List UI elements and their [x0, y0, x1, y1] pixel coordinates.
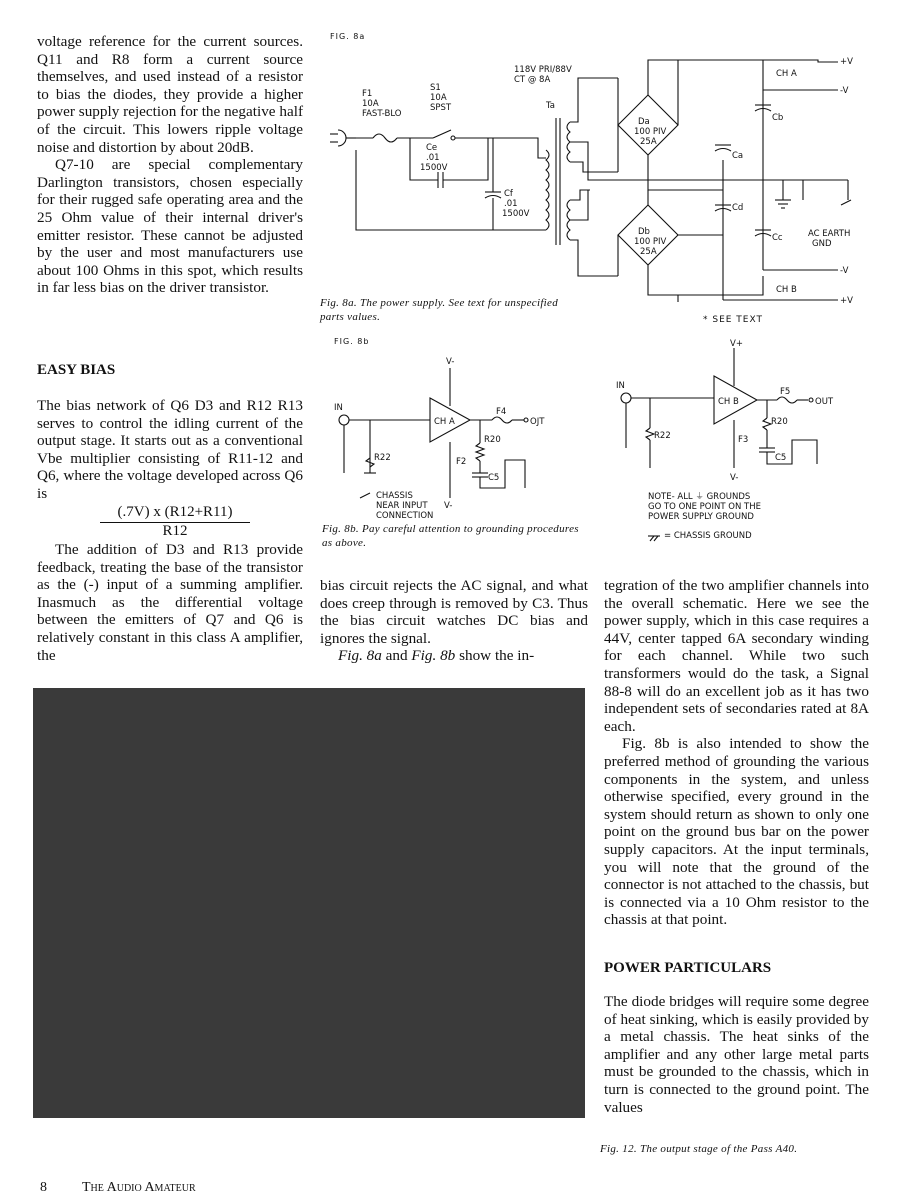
fig8a-schematic: [318, 40, 858, 330]
r22-label: R22: [654, 431, 671, 441]
right-column-power: [604, 993, 869, 1116]
left-column-feedback: [37, 541, 303, 664]
chassis-legend: = CHASSIS GROUND: [664, 531, 752, 541]
paragraph: tegration of the two amplifier channels into the overall schematic. Here we see the power supply, which in this case requires a 44V, center tapped 6A secondary winding for each channel. While two such transformers would do the task, a Signal 88-8 will do an excellent job as it has two independent sets of secondaries rated at 8A each.: [604, 577, 869, 735]
s1-rating: 10A: [430, 93, 447, 103]
chb-minus-v: -V: [840, 266, 849, 276]
paragraph: The addition of D3 and R13 provide feedback, treating the base of the transistor as the (-) input of a summing amplifier. Inasmuch as the differential voltage between the emitters of Q7 and Q6 is relatively constant in this class A amplifier, the: [37, 541, 303, 664]
f1-label: F1: [362, 89, 373, 99]
ac-earth-gnd: GND: [812, 239, 832, 249]
r20-label: R20: [771, 417, 788, 427]
f3-label: F3: [738, 435, 749, 445]
note-line-1: NOTE- ALL ⏚ GROUNDS: [648, 492, 751, 502]
paragraph: bias circuit rejects the AC signal, and what does creep through is removed by C3. Thus the bias circuit watches DC bias and ignores the signal.: [320, 577, 588, 647]
cb-label: Cb: [772, 113, 784, 123]
r22-label: R22: [374, 453, 391, 463]
in-label: IN: [616, 381, 625, 391]
text: show the in-: [455, 647, 535, 665]
chassis-note-3: CONNECTION: [376, 511, 434, 521]
page-number: 8: [40, 1180, 47, 1195]
f2-label: F2: [456, 457, 467, 467]
chb-label: CH B: [776, 285, 797, 295]
fig8b-chb-schematic: [612, 338, 872, 548]
left-column-bias: [37, 397, 303, 503]
ce-label: Ce: [426, 143, 438, 153]
fig8b-label: FIG. 8b: [334, 337, 370, 346]
chassis-ground-icon: [648, 536, 660, 541]
db-label: Db: [638, 227, 650, 237]
f5-label: F5: [780, 387, 791, 397]
fuse-f1-icon: [373, 134, 397, 142]
ca-label: Ca: [732, 151, 744, 161]
paragraph: [320, 647, 588, 665]
ce-voltage: 1500V: [420, 163, 448, 173]
middle-column: [320, 577, 588, 665]
c5-label: C5: [488, 473, 500, 483]
paragraph: Fig. 8b is also intended to show the preferred method of grounding the various components in the system, and unless otherwise specified, every ground in the system should return as shown to only one point on the ground bus bar on the power supply capacitors. At the input terminals, you will note that the ground of the connector is not attached to the chassis, but is connected via a 10 Ohm resistor to the chassis at that point.: [604, 735, 869, 929]
ce-value: .01: [426, 153, 440, 163]
fig8a-label: FIG. 8a: [330, 32, 366, 41]
ac-earth-label: AC EARTH: [808, 229, 851, 239]
chb-plus-v: +V: [840, 296, 853, 306]
formula-numerator: (.7V) x (R12+R11): [100, 504, 250, 523]
fig-ref: Fig. 8b: [411, 647, 456, 665]
paragraph: The bias network of Q6 D3 and R12 R13 serves to control the idling current of the output stage. It starts out as a conventional Vbe multiplier consisting of R11-12 and Q6, where the voltage developed across Q6 is: [37, 397, 303, 502]
note-line-2: GO TO ONE POINT ON THE: [648, 502, 761, 512]
f1-rating: 10A: [362, 99, 379, 109]
transformer-label: 118V PRI/88V: [514, 65, 572, 75]
right-column: [604, 577, 869, 929]
vminus-label: V-: [444, 501, 453, 511]
da-label: Da: [638, 117, 650, 127]
fig8b-caption: Fig. 8b. Pay careful attention to grounding procedures as above.: [322, 523, 579, 549]
chb-label: CH B: [718, 397, 739, 407]
db-amps: 25A: [640, 247, 657, 257]
cd-label: Cd: [732, 203, 744, 213]
paragraph: The diode bridges will require some degree of heat sinking, which is easily provided by a metal chassis. The heat sinks of the amplifier and any other large metal parts must be grounded to the chassis, which in turn is connected to the ground point. The values: [604, 993, 869, 1116]
formula-denominator: R12: [162, 523, 188, 539]
cc-label: Cc: [772, 233, 783, 243]
cf-label: Cf: [504, 189, 513, 199]
fig8b-cha-schematic: [330, 348, 590, 528]
s1-type: SPST: [430, 103, 452, 113]
s1-label: S1: [430, 83, 441, 93]
vplus-label: V-: [446, 357, 455, 367]
out-b-label: OUT: [815, 397, 834, 407]
ac-plug-icon: [330, 130, 356, 146]
cha-minus-v: -V: [840, 86, 849, 96]
chassis-note-2: NEAR INPUT: [376, 501, 428, 511]
f4-label: F4: [496, 407, 507, 417]
transformer-secondary-a-icon: [567, 122, 570, 162]
transformer-rating: CT @ 8A: [514, 75, 551, 85]
input-jack-icon: [339, 415, 349, 425]
fig8a-caption: Fig. 8a. The power supply. See text for unspecified parts values.: [320, 297, 559, 323]
db-piv: 100 PIV: [634, 237, 667, 247]
fig-ref: Fig. 8a: [338, 647, 382, 665]
ta-label: Ta: [546, 101, 555, 111]
transformer-primary-icon: [546, 150, 549, 230]
transformer-secondary-b-icon: [567, 200, 570, 240]
photo-caption: Fig. 12. The output stage of the Pass A40.: [600, 1143, 798, 1155]
cha-label: CH A: [776, 69, 797, 79]
text: and: [381, 647, 412, 665]
section-heading: POWER PARTICULARS: [604, 960, 772, 976]
paragraph: Q7-10 are special complementary Darlington transistors, chosen especially for their rugged safe operating area and the 25 Ohm value of their internal driver's emitter resistor. These cannot be adjusted by the user and most manufacturers use about 100 Ohms in this spot, which results in far less bias on the driver transistor.: [37, 156, 303, 297]
section-heading: EASY BIAS: [37, 362, 116, 378]
bias-formula: [100, 504, 250, 540]
r20-label: R20: [484, 435, 501, 445]
da-piv: 100 PIV: [634, 127, 667, 137]
left-column: [37, 33, 303, 297]
vplus-label: V+: [730, 339, 743, 349]
c5-label: C5: [775, 453, 787, 463]
paragraph: voltage reference for the current sources. Q11 and R8 form a current source themselves, and used instead of a resistor to bias the diodes, they provide a higher power supply rejection for the negative half of the circuit. This lowers ripple voltage noise and distortion by about 20dB.: [37, 33, 303, 156]
output-stage-photo: [33, 688, 585, 1118]
cha-label: CH A: [434, 417, 455, 427]
cha-plus-v: +V: [840, 57, 853, 67]
in-label: IN: [334, 403, 343, 413]
chassis-note-1: CHASSIS: [376, 491, 413, 501]
f1-type: FAST-BLO: [362, 109, 402, 119]
input-jack-icon: [621, 393, 631, 403]
magazine-name: The Audio Amateur: [82, 1180, 196, 1195]
vminus-label: V-: [730, 473, 739, 483]
switch-s1-icon: [433, 130, 451, 138]
see-text-note: * SEE TEXT: [703, 315, 763, 325]
out-a-label: OJT: [530, 417, 545, 427]
cf-value: .01: [504, 199, 518, 209]
note-line-3: POWER SUPPLY GROUND: [648, 512, 754, 522]
cf-voltage: 1500V: [502, 209, 530, 219]
da-amps: 25A: [640, 137, 657, 147]
